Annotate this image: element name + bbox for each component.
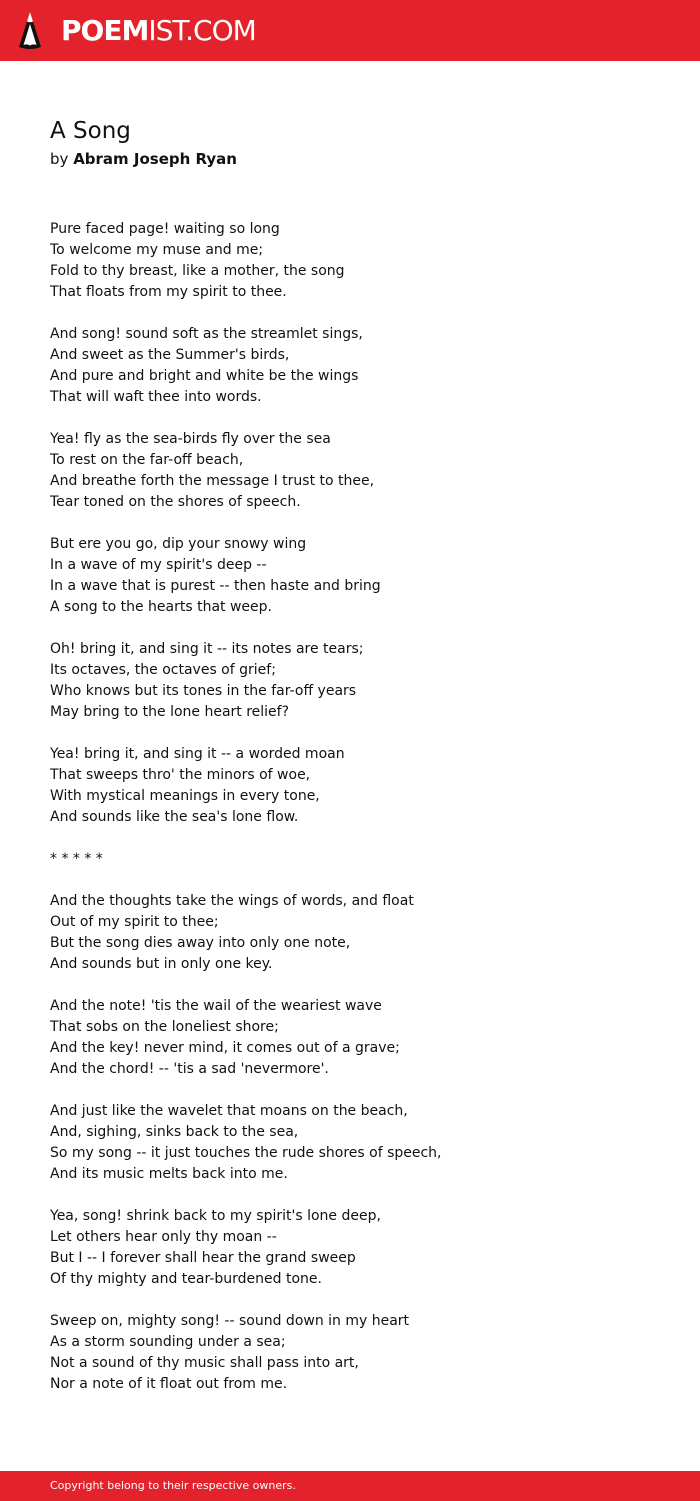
brand-light-text: IST.COM <box>148 14 256 47</box>
poem-line: May bring to the lone heart relief? <box>50 704 290 720</box>
poem-line: To rest on the far-off beach, <box>50 452 244 468</box>
poem-line: To welcome my muse and me; <box>50 242 264 258</box>
poem-byline <box>50 148 237 170</box>
site-footer <box>0 1471 700 1501</box>
poem-line: Not a sound of thy music shall pass into art, <box>50 1355 359 1371</box>
poem-line: Let others hear only thy moan -- <box>50 1229 277 1245</box>
poem-stanza <box>50 534 670 618</box>
poem-stanza <box>50 1311 670 1395</box>
poem-line: That floats from my spirit to thee. <box>50 284 287 300</box>
poem-line: That sweeps thro' the minors of woe, <box>50 767 311 783</box>
poem-stanza <box>50 429 670 513</box>
poem-line: And sounds like the sea's lone flow. <box>50 809 299 825</box>
site-header <box>0 0 700 61</box>
site-logo-wordmark[interactable] <box>61 13 256 49</box>
poem-stanza <box>50 639 670 723</box>
poem-line: And its music melts back into me. <box>50 1166 288 1182</box>
poem-line: And sweet as the Summer's birds, <box>50 347 290 363</box>
poem-line: Pure faced page! waiting so long <box>50 221 280 237</box>
poem-line: Tear toned on the shores of speech. <box>50 494 301 510</box>
poem-line: Who knows but its tones in the far-off years <box>50 683 357 699</box>
poem-line: And the note! 'tis the wail of the weariest wave <box>50 998 382 1014</box>
poem-stanza <box>50 1101 670 1185</box>
poem-author: Abram Joseph Ryan <box>73 150 237 168</box>
poem-line: Yea! fly as the sea-birds fly over the sea <box>50 431 331 447</box>
poem-line: And the key! never mind, it comes out of a grave; <box>50 1040 400 1056</box>
poem-line: But I -- I forever shall hear the grand sweep <box>50 1250 356 1266</box>
poem-line: That sobs on the loneliest shore; <box>50 1019 279 1035</box>
poem-line: But ere you go, dip your snowy wing <box>50 536 307 552</box>
poem-line: With mystical meanings in every tone, <box>50 788 320 804</box>
poem-line: And breathe forth the message I trust to thee, <box>50 473 375 489</box>
poem-line: And the chord! -- 'tis a sad 'nevermore'. <box>50 1061 329 1077</box>
poem-stanza <box>50 744 670 828</box>
poem-stanza <box>50 891 670 975</box>
poem-line: And sounds but in only one key. <box>50 956 273 972</box>
poem-line: Yea! bring it, and sing it -- a worded moan <box>50 746 345 762</box>
poem-line: As a storm sounding under a sea; <box>50 1334 286 1350</box>
poem-line: In a wave of my spirit's deep -- <box>50 557 267 573</box>
poem-line: Of thy mighty and tear-burdened tone. <box>50 1271 322 1287</box>
poem-body <box>50 219 670 1416</box>
poem-line: Its octaves, the octaves of grief; <box>50 662 276 678</box>
poem-stanza <box>50 996 670 1080</box>
poem-line: Fold to thy breast, like a mother, the song <box>50 263 345 279</box>
poem-line: Out of my spirit to thee; <box>50 914 219 930</box>
poem-line: Nor a note of it float out from me. <box>50 1376 288 1392</box>
poem-line: Sweep on, mighty song! -- sound down in my heart <box>50 1313 410 1329</box>
poem-line: And just like the wavelet that moans on the beach, <box>50 1103 408 1119</box>
poem-line: * * * * * <box>50 851 103 867</box>
poem-line: Yea, song! shrink back to my spirit's lone deep, <box>50 1208 381 1224</box>
poem-line: In a wave that is purest -- then haste and bring <box>50 578 381 594</box>
poem-line: That will waft thee into words. <box>50 389 262 405</box>
poem-line: And, sighing, sinks back to the sea, <box>50 1124 299 1140</box>
pencil-tip-icon[interactable] <box>17 10 43 51</box>
byline-prefix: by <box>50 150 69 168</box>
poem-stanza <box>50 849 670 870</box>
poem-stanza <box>50 219 670 303</box>
poem-line: And song! sound soft as the streamlet sings, <box>50 326 363 342</box>
poem-title: A Song <box>50 118 131 144</box>
poem-line: So my song -- it just touches the rude shores of speech, <box>50 1145 442 1161</box>
brand-bold-text: POEM <box>61 14 149 47</box>
copyright-notice: Copyright belong to their respective owners. <box>50 1479 296 1492</box>
poem-line: Oh! bring it, and sing it -- its notes are tears; <box>50 641 364 657</box>
poem-line: And the thoughts take the wings of words, and float <box>50 893 414 909</box>
poem-line: A song to the hearts that weep. <box>50 599 272 615</box>
poem-stanza <box>50 324 670 408</box>
poem-stanza <box>50 1206 670 1290</box>
poem-line: But the song dies away into only one note, <box>50 935 351 951</box>
poem-line: And pure and bright and white be the wings <box>50 368 359 384</box>
